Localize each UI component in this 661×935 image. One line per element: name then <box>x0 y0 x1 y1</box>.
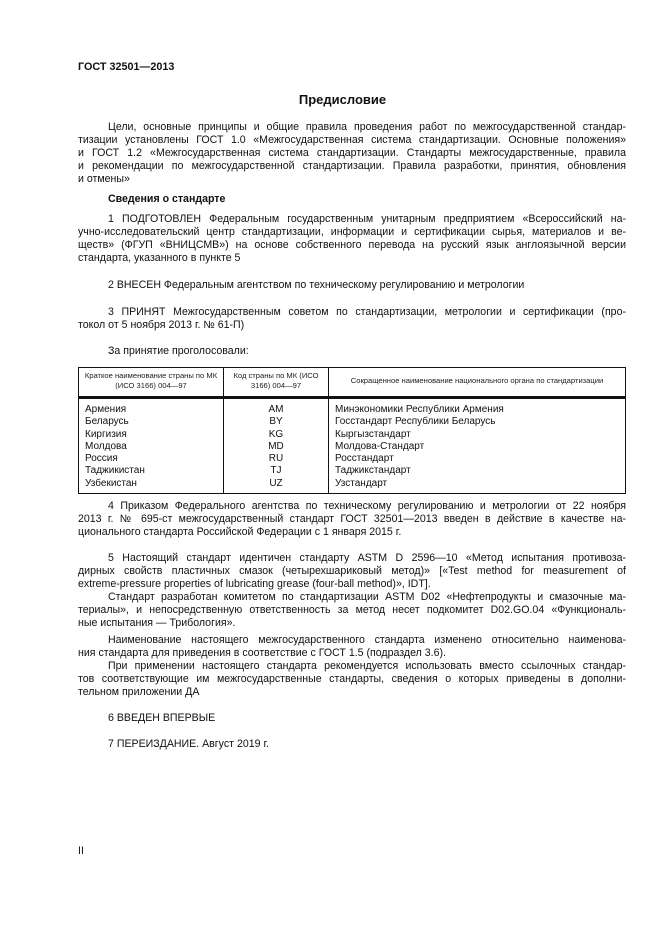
item-2 <box>78 279 626 292</box>
document-header: ГОСТ 32501—2013 <box>78 61 175 73</box>
text-line: и отмены» <box>78 173 130 185</box>
table-row <box>79 416 626 428</box>
cell-body: Таджикстандарт <box>329 465 626 477</box>
column-header-code: Код страны по МК (ИСО 3166) 004—97 <box>224 368 329 398</box>
text-line: 3 ПРИНЯТ Межгосударственным советом по стандартизации, метрологии и сертификации (про- <box>108 306 626 318</box>
intro-paragraph <box>78 121 626 186</box>
text-line: При применении настоящего стандарта рекомендуется использовать вместо ссылочных стандар- <box>108 660 626 672</box>
text-line: extreme-pressure properties of lubricating grease (four-ball method)», IDT]. <box>78 578 431 590</box>
item-3 <box>78 306 626 332</box>
text-line: токол от 5 ноября 2013 г. № 61-П) <box>78 319 245 331</box>
cell-country: Киргизия <box>79 429 224 441</box>
text-line: тизации установлены ГОСТ 1.0 «Межгосударственная система стандартизации. Основные положения» <box>78 134 626 146</box>
cell-body: Молдова-Стандарт <box>329 441 626 453</box>
text-line: ционального стандарта Российской Федерации с 1 января 2015 г. <box>78 526 402 538</box>
item-4 <box>78 500 626 539</box>
column-header-body: Сокращенное наименование национального органа по стандартизации <box>329 368 626 398</box>
cell-country: Беларусь <box>79 416 224 428</box>
item-6 <box>78 712 626 725</box>
text-line: 6 ВВЕДЕН ВПЕРВЫЕ <box>108 712 216 724</box>
cell-code: AM <box>224 398 329 417</box>
table-row <box>79 398 626 417</box>
item-5-references <box>78 660 626 699</box>
text-line: 4 Приказом Федерального агентства по техническому регулированию и метрологии от 22 ноября <box>108 500 626 512</box>
cell-country: Узбекистан <box>79 478 224 494</box>
text-line: тов соответствующие им межгосударственные стандарты, сведения о которых приведены в дополни- <box>78 673 626 685</box>
cell-country: Таджикистан <box>79 465 224 477</box>
page-title: Предисловие <box>298 92 387 107</box>
cell-country: Россия <box>79 453 224 465</box>
voting-table <box>78 367 626 494</box>
text-line: 7 ПЕРЕИЗДАНИЕ. Август 2019 г. <box>108 738 269 750</box>
table-row <box>79 441 626 453</box>
text-line: дирных свойств пластичных смазок (четырехшариковый метод)» [«Test method for measurement of <box>78 565 626 577</box>
cell-body: Минэкономики Республики Армения <box>329 398 626 417</box>
table-row <box>79 465 626 477</box>
item-5-committee <box>78 591 626 630</box>
text-line: стандарта, указанного в пункте 5 <box>78 252 241 264</box>
item-7 <box>78 738 626 751</box>
text-line: 5 Настоящий стандарт идентичен стандарту ASTM D 2596—10 «Метод испытания противоза- <box>108 552 626 564</box>
text-line: ществ» (ФГУП «ВНИЦСМВ») на основе собственного перевода на русский язык англоязычной версии <box>78 239 626 251</box>
cell-country: Армения <box>79 398 224 417</box>
item-1 <box>78 213 626 265</box>
text-line: Стандарт разработан комитетом по стандартизации ASTM D02 «Нефтепродукты и смазочные ма- <box>108 591 626 603</box>
text-line: 2 ВНЕСЕН Федеральным агентством по техническому регулированию и метрологии <box>108 279 525 291</box>
text-line: ные испытания — Трибология». <box>78 617 236 629</box>
text-line: учно-исследовательский центр стандартизации, информации и сертификации сырья, материалов и ве- <box>78 226 626 238</box>
text-line: 1 ПОДГОТОВЛЕН Федеральным государственным унитарным предприятием «Всероссийский на- <box>108 213 626 225</box>
vote-label: За принятие проголосовали: <box>108 345 249 357</box>
column-header-country: Краткое наименование страны по МК (ИСО 3166) 004—97 <box>79 368 224 398</box>
cell-body: Росстандарт <box>329 453 626 465</box>
cell-code: RU <box>224 453 329 465</box>
text-line: Цели, основные принципы и общие правила проведения работ по межгосударственной стандар- <box>108 121 626 133</box>
cell-body: Госстандарт Республики Беларусь <box>329 416 626 428</box>
cell-code: UZ <box>224 478 329 494</box>
item-5 <box>78 552 626 591</box>
cell-country: Молдова <box>79 441 224 453</box>
text-line: ния стандарта для приведения в соответствие с ГОСТ 1.5 (подраздел 3.6). <box>78 647 446 659</box>
table-row <box>79 429 626 441</box>
text-line: и рекомендации по межгосударственной стандартизации. Правила разработки, принятия, обновления <box>78 160 626 172</box>
cell-code: KG <box>224 429 329 441</box>
table-row <box>79 478 626 494</box>
cell-body: Узстандарт <box>329 478 626 494</box>
table-row <box>79 453 626 465</box>
page-number: II <box>78 845 84 857</box>
item-5-name-change <box>78 634 626 660</box>
text-line: и ГОСТ 1.2 «Межгосударственная система стандартизации. Стандарты межгосударственные, правила <box>78 147 626 159</box>
text-line: Наименование настоящего межгосударственного стандарта изменено относительно наименова- <box>108 634 626 646</box>
cell-code: MD <box>224 441 329 453</box>
cell-body: Кыргызстандарт <box>329 429 626 441</box>
section-title: Сведения о стандарте <box>108 193 226 205</box>
cell-code: BY <box>224 416 329 428</box>
cell-code: TJ <box>224 465 329 477</box>
text-line: 2013 г. № 695-ст межгосударственный стандарт ГОСТ 32501—2013 введен в действие в качестве на- <box>78 513 626 525</box>
text-line: тельном приложении ДА <box>78 686 200 698</box>
text-line: териалы», и непосредственную ответственность за метод несет подкомитет D02.GO.04 «Функциональ- <box>78 604 626 616</box>
